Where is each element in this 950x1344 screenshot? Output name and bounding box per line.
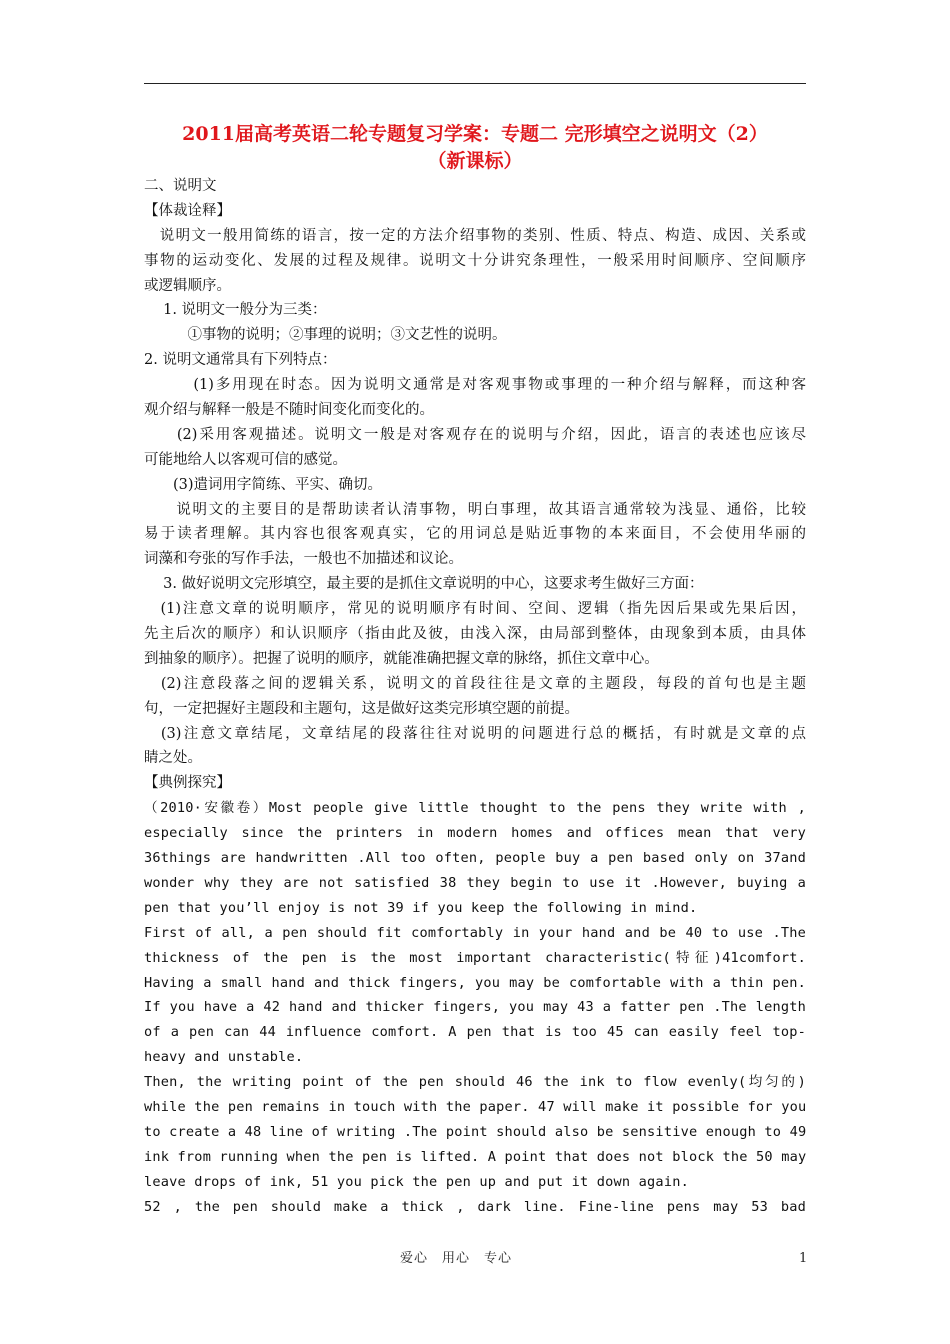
text-line: 3. 做好说明文完形填空，最主要的是抓住文章说明的中心，这要求考生做好三方面： [144,576,704,593]
text-line: 观介绍与解释一般是不随时间变化而变化的。 [144,402,434,419]
passage-line: while the pen remains in touch with the paper. 47 will make it possible for you [144,1098,807,1115]
text-line: (2)采用客观描述。说明文一般是对客观存在的说明与介绍，因此，语言的表述也应该尽 [144,426,806,443]
title-line-2: （新课标） [427,150,523,172]
text-line: (1)多用现在时态。因为说明文通常是对客观事物或事理的一种介绍与解释，而这种客 [144,377,806,394]
passage-line: thickness of the pen is the most important characteristic(特征)41comfort. [144,949,806,966]
passage-line: heavy and unstable. [144,1049,304,1066]
text-line: 说明文的主要目的是帮助读者认清事物，明白事理，故其语言通常较为浅显、通俗，比较 [144,501,806,518]
page-number: 1 [799,1251,808,1266]
header-rule [144,83,806,84]
text-line: (3)遣词用字简练、平实、确切。 [144,476,383,493]
footer-text: 爱心 用心 专心 [400,1251,513,1266]
text-line: 先主后次的顺序）和认识顺序（指由此及彼，由浅入深，由局部到整体，由现象到本质，由具体 [144,626,806,643]
passage-line: First of all, a pen should fit comfortably in your hand and be 40 to use .The [144,924,806,941]
section-heading: 二、说明文 [144,178,217,194]
subsection-heading: 【体裁诠释】 [144,202,231,219]
text-line: 或逻辑顺序。 [144,277,231,294]
passage-line: 36things are handwritten .All too often, people buy a pen based only on 37and [144,850,806,867]
text-line: 1. 说明文一般分为三类： [144,302,327,319]
passage-line: of a pen can 44 influence comfort. A pen that is too 45 can easily feel top- [144,1024,806,1041]
passage-line: wonder why they are not satisfied 38 they begin to use it .However, buying a [144,874,806,891]
passage-line: 52 , the pen should make a thick , dark line. Fine-line pens may 53 bad [144,1198,806,1215]
text-line: 睛之处。 [144,750,202,767]
text-line: (3)注意文章结尾，文章结尾的段落往往对说明的问题进行总的概括，有时就是文章的点 [144,725,806,742]
text-line: 易于读者理解。其内容也很客观真实，它的用词总是贴近事物的本来面目，不会使用华丽的 [144,526,806,543]
passage-line: leave drops of ink, 51 you pick the pen up and put it down again. [144,1173,689,1190]
text-line: 2. 说明文通常具有下列特点： [144,352,337,369]
passage-line: especially since the printers in modern homes and offices mean that very [144,825,806,842]
text-line: (1)注意文章的说明顺序，常见的说明顺序有时间、空间、逻辑（指先因后果或先果后因， [144,601,806,618]
page-footer [0,1249,950,1269]
passage-line: Then, the writing point of the pen should 46 the ink to flow evenly(均匀的) [144,1074,806,1091]
title-line-1: 2011届高考英语二轮专题复习学案：专题二 完形填空之说明文（2） [182,123,768,145]
subsection-heading: 【典例探究】 [144,775,231,792]
text-line: ①事物的说明；②事理的说明；③文艺性的说明。 [144,327,507,344]
text-line: 词藻和夸张的写作手法，一般也不加描述和议论。 [144,551,463,568]
text-line: 到抽象的顺序）。把握了说明的顺序，就能准确把握文章的脉络，抓住文章中心。 [144,650,659,667]
passage-line: （2010·安徽卷）Most people give little thought to the pens they write with , [144,800,806,817]
document-title [144,121,806,175]
passage-line: ink from running when the pen is lifted. A point that does not block the 50 may [144,1148,807,1165]
document-body [144,174,806,1219]
text-line: 可能地给人以客观可信的感觉。 [144,451,347,468]
text-line: 句，一定把握好主题段和主题句，这是做好这类完形填空题的前提。 [144,700,579,717]
text-line: 说明文一般用简练的语言，按一定的方法介绍事物的类别、性质、特点、构造、成因、关系或 [144,227,806,244]
text-line: 事物的运动变化、发展的过程及规律。说明文十分讲究条理性，一般采用时间顺序、空间顺序 [144,252,806,269]
passage-line: pen that you’ll enjoy is not 39 if you keep the following in mind. [144,899,698,916]
passage-line: to create a 48 line of writing .The point should also be sensitive enough to 49 [144,1123,807,1140]
passage-line: Having a small hand and thick fingers, you may be comfortable with a thin pen. [144,974,806,991]
text-line: (2)注意段落之间的逻辑关系，说明文的首段往往是文章的主题段，每段的首句也是主题 [144,675,806,692]
passage-line: If you have a 42 hand and thicker fingers, you may 43 a fatter pen .The length [144,999,806,1016]
